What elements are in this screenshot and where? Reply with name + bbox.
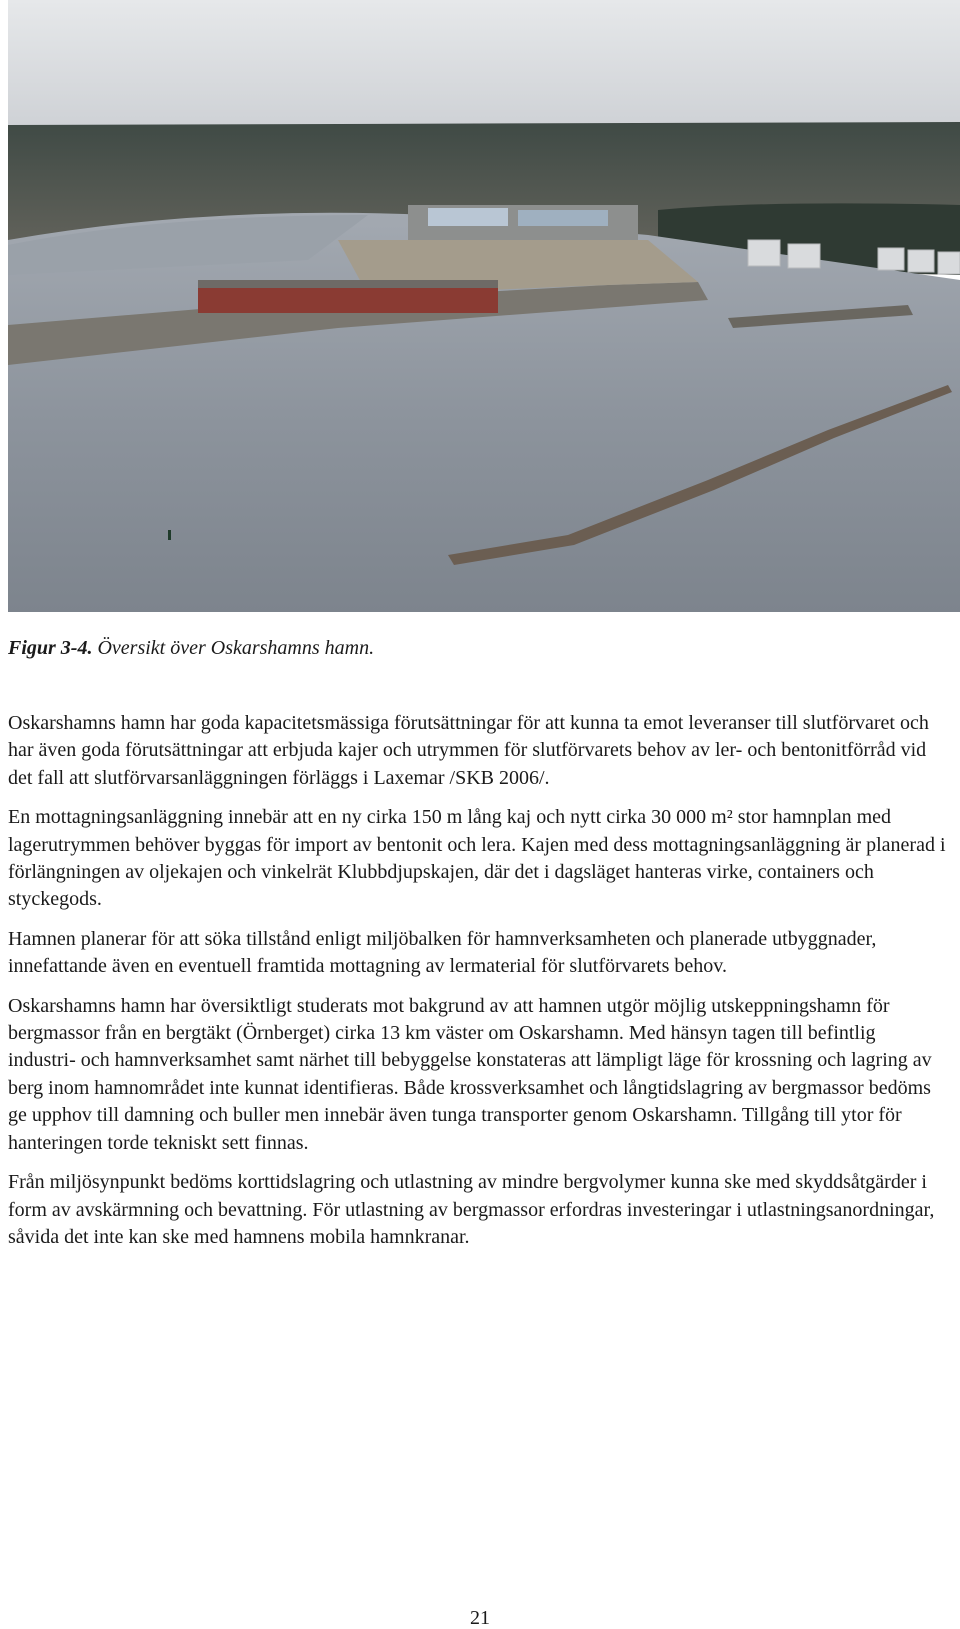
figure-caption-text: Översikt över Oskarshamns hamn. [97, 637, 375, 659]
paragraph-2: En mottagningsanläggning innebär att en ny cirka 150 m lång kaj och nytt cirka 30 000 m² stor hamnplan med lagerutrymmen behöver byggas för import av bentonit och lera. Kajen med dess mottagningsanläggning är planerad i förlängningen av oljekajen och vinkelrät Klubbdjupskajen, där det i dagsläget hanteras virke, containers och styckegods. [8, 806, 946, 911]
figure-caption [8, 636, 374, 660]
figure-label: Figur 3-4. [8, 637, 93, 659]
body-text [8, 710, 948, 1263]
paragraph-4: Oskarshamns hamn har översiktligt studerats mot bakgrund av att hamnen utgör möjlig utskeppningshamn för bergmassor från en bergtäkt (Örnberget) cirka 13 km väster om Oskarshamn. Med hänsyn tagen till befintlig industri- och hamnverksamhet samt närhet till bebyggelse konstateras att lämpligt läge för krossning och lagring av berg inom hamnområdet inte kunnat identifieras. Både krossverksamhet och långtidslagring av bergmassor bedöms ge upphov till damning och buller men innebär även tunga transporter genom Oskarshamn. Tillgång till ytor för hanteringen torde tekniskt sett finnas. [8, 994, 932, 1154]
paragraph-1: Oskarshamns hamn har goda kapacitetsmässiga förutsättningar för att kunna ta emot leveranser till slutförvaret och har även goda förutsättningar att erbjuda kajer och utrymmen för slutförvarets behov av ler- och bentonitförråd vid det fall att slutförvarsanläggningen förläggs i Laxemar /SKB 2006/. [8, 712, 929, 789]
aerial-harbor-photo [8, 0, 960, 612]
paragraph-3: Hamnen planerar för att söka tillstånd enligt miljöbalken för hamnverksamheten och planerade utbyggnader, innefattande även en eventuell framtida mottagning av lermaterial för slutförvarets behov. [8, 927, 877, 978]
paragraph-5: Från miljösynpunkt bedöms korttidslagring och utlastning av mindre bergvolymer kunna ske med skyddsåtgärder i form av avskärmning och bevattning. För utlastning av bergmassor erfordras investeringar i utlastningsanordningar, såvida det inte kan ske med hamnens mobila hamnkranar. [8, 1171, 935, 1248]
page-number: 21 [470, 1607, 490, 1629]
